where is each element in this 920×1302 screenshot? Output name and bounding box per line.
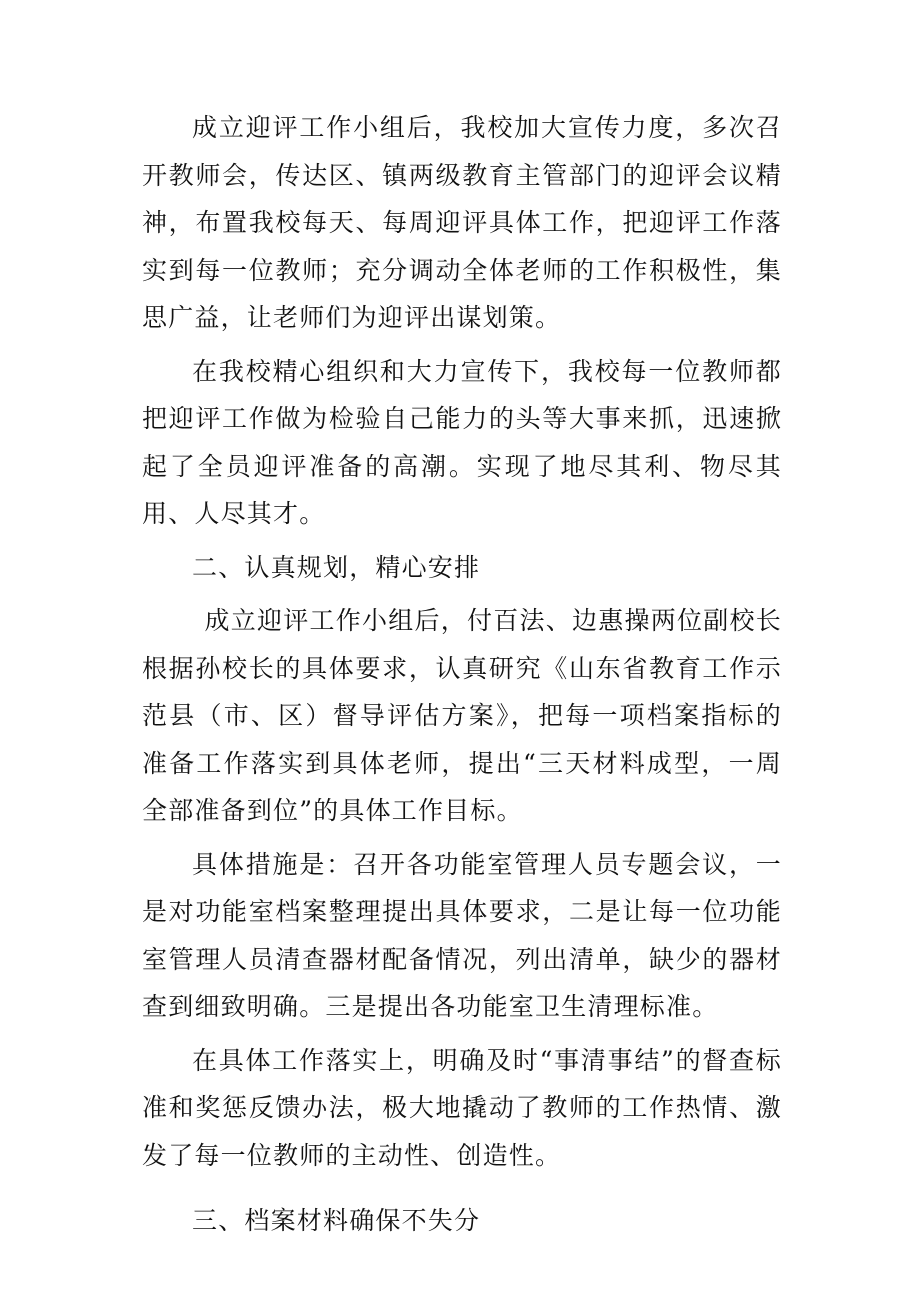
- paragraph-5: 在具体工作落实上，明确及时“事清事结”的督查标准和奖惩反馈办法，极大地撬动了教师的工作热情、激发了每一位教师的主动性、创造性。: [142, 1045, 782, 1170]
- paragraph-4: 具体措施是：召开各功能室管理人员专题会议，一是对功能室档案整理提出具体要求，二是让每一位功能室管理人员清查器材配备情况，列出清单，缺少的器材查到细致明确。三是提出各功能室卫生清理标准。: [142, 849, 782, 1021]
- section-heading-3: 三、档案材料确保不失分: [192, 1206, 481, 1235]
- section-heading-2: 二、认真规划，精心安排: [192, 552, 481, 582]
- paragraph-3: 成立迎评工作小组后，付百法、边惠操两位副校长根据孙校长的具体要求，认真研究《山东省教育工作示范县（市、区）督导评估方案》，把每一项档案指标的准备工作落实到具体老师，提出“三天材料成型，一周全部准备到位”的具体工作目标。: [142, 606, 782, 825]
- document-body: [142, 104, 782, 1251]
- paragraph-2: 在我校精心组织和大力宣传下，我校每一位教师都把迎评工作做为检验自己能力的头等大事来抓，迅速掀起了全员迎评准备的高潮。实现了地尽其利、物尽其用、人尽其才。: [142, 356, 782, 528]
- paragraph-1: 成立迎评工作小组后，我校加大宣传力度，多次召开教师会，传达区、镇两级教育主管部门的迎评会议精神，布置我校每天、每周迎评具体工作，把迎评工作落实到每一位教师；充分调动全体老师的工作积极性，集思广益，让老师们为迎评出谋划策。: [142, 113, 782, 332]
